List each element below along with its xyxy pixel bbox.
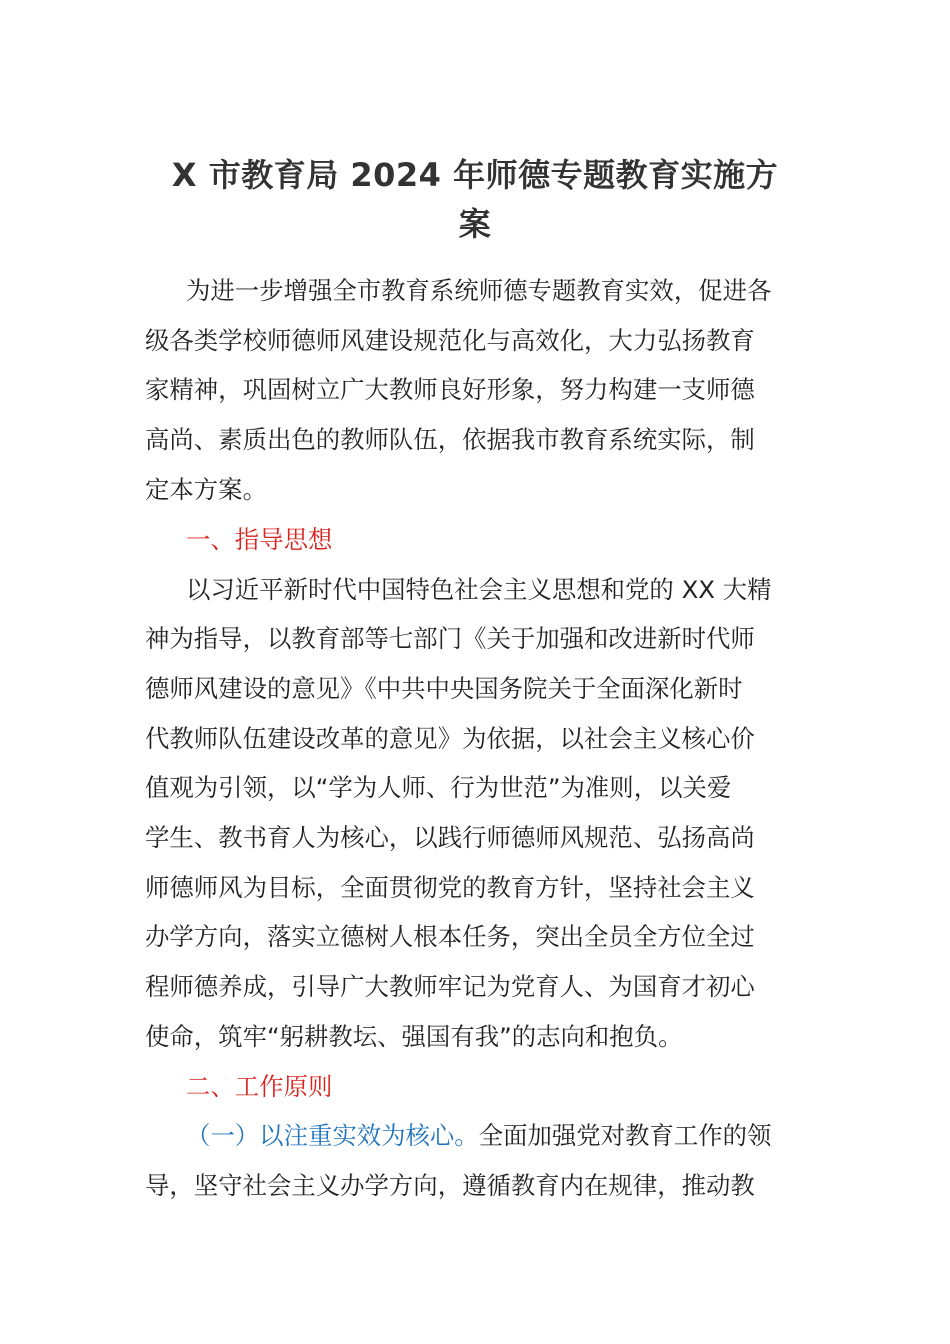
document-title-line-2: 案: [458, 205, 492, 243]
document-title-line-1: X 市教育局 2024 年师德专题教育实施方: [171, 156, 779, 194]
section-1-line-1: 以习近平新时代中国特色社会主义思想和党的 XX 大精: [186, 575, 772, 604]
section-2-item-1-line-2: 导，坚守社会主义办学方向，遵循教育内在规律，推动教: [145, 1171, 755, 1200]
intro-line-3: 家精神，巩固树立广大教师良好形象，努力构建一支师德: [145, 375, 755, 404]
section-1-heading: 一、指导思想: [186, 525, 333, 554]
section-1-line-6: 学生、教书育人为核心，以践行师德师风规范、弘扬高尚: [145, 823, 755, 852]
intro-line-2: 级各类学校师德师风建设规范化与高效化，大力弘扬教育: [145, 326, 755, 355]
section-1-line-9: 程师德养成，引导广大教师牢记为党育人、为国育才初心: [145, 972, 755, 1001]
section-1-line-8: 办学方向，落实立德树人根本任务，突出全员全方位全过: [145, 922, 755, 951]
section-2-item-1-line-1: [186, 1121, 826, 1151]
section-2-item-1-label: （一）以注重实效为核心。: [186, 1121, 479, 1150]
section-1-line-10: 使命，筑牢“躬耕教坛、强国有我”的志向和抱负。: [145, 1022, 683, 1051]
section-1-line-7: 师德师风为目标，全面贯彻党的教育方针，坚持社会主义: [145, 873, 755, 902]
section-2-item-1-text: 全面加强党对教育工作的领: [478, 1121, 772, 1150]
section-1-line-3: 德师风建设的意见》《中共中央国务院关于全面深化新时: [145, 674, 743, 703]
intro-line-4: 高尚、素质出色的教师队伍，依据我市教育系统实际，制: [145, 425, 755, 454]
section-1-line-5: 值观为引领，以“学为人师、行为世范”为准则，以关爱: [145, 773, 732, 802]
intro-line-5: 定本方案。: [145, 475, 267, 504]
section-1-line-4: 代教师队伍建设改革的意见》为依据，以社会主义核心价: [145, 724, 755, 753]
section-1-line-2: 神为指导，以教育部等七部门《关于加强和改进新时代师: [145, 624, 755, 653]
section-2-heading: 二、工作原则: [186, 1072, 333, 1101]
intro-line-1: 为进一步增强全市教育系统师德专题教育实效，促进各: [186, 276, 772, 305]
